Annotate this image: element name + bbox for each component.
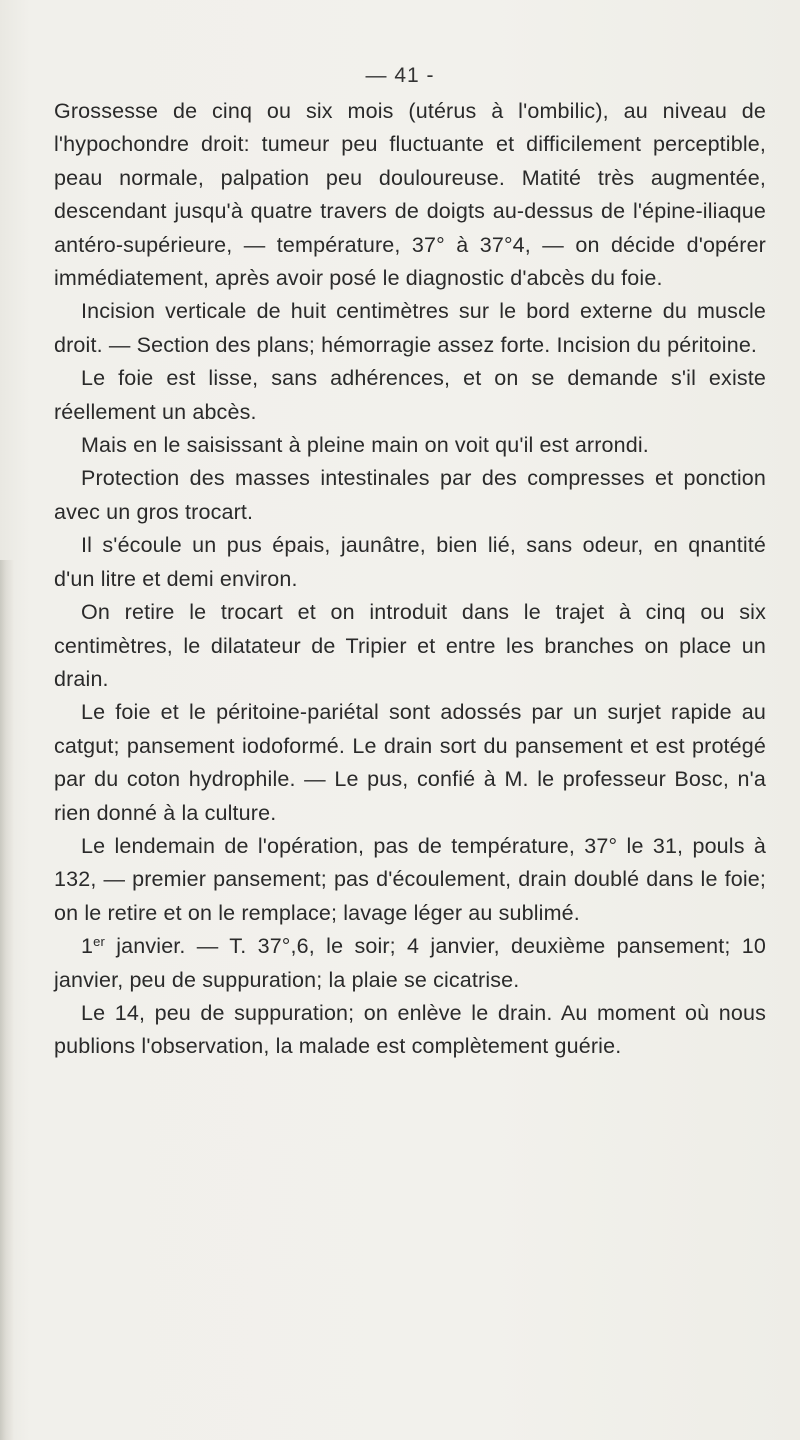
ordinal-suffix: er [93, 934, 105, 950]
page-number: — 41 - [365, 64, 435, 87]
paragraph-10-text: janvier. — T. 37°,6, le soir; 4 janvier, deuxième pansement; 10 janvier, peu de suppuration; la plaie se cicatrise. [54, 934, 766, 992]
paragraph-4: Mais en le saisissant à pleine main on voit qu'il est arrondi. [81, 433, 649, 458]
paragraph-1: Grossesse de cinq ou six mois (utérus à l'ombilic), au niveau de l'hypochondre droit: tumeur peu fluctuante et difficilement perceptible, peau normale, palpation peu douloureuse. Matité très augmentée, descendant jusqu'à quatre travers de doigts au-dessus de l'épine-iliaque antéro-supérieure, — température, 37° à 37°4, — on décide d'opérer immédiatement, après avoir posé le diagnostic d'abcès du foie. [54, 99, 766, 291]
paragraph-9: Le lendemain de l'opération, pas de température, 37° le 31, pouls à 132, — premier pansement; pas d'écoulement, drain doublé dans le foie; on le retire et on le remplace; lavage léger au sublimé. [54, 833, 766, 925]
paragraph-8: Le foie et le péritoine-pariétal sont adossés par un surjet rapide au catgut; pansement iodoformé. Le drain sort du pansement et est protégé par du coton hydrophile. — Le pus, confié à M. le professeur Bosc, n'a rien donné à la culture. [54, 700, 766, 825]
paragraph-7: On retire le trocart et on introduit dans le trajet à cinq ou six centimètres, le dilatateur de Tripier et entre les branches on place un drain. [54, 600, 766, 691]
paragraph-5: Protection des masses intestinales par des compresses et ponction avec un gros trocart. [54, 466, 766, 524]
paragraph-2: Incision verticale de huit centimètres sur le bord externe du muscle droit. — Section des plans; hémorragie assez forte. Incision du péritoine. [54, 299, 766, 357]
paragraph-10 [54, 930, 766, 997]
page-edge-shadow [0, 560, 14, 1440]
paragraph-3: Le foie est lisse, sans adhérences, et on se demande s'il existe réellement un abcès. [54, 366, 766, 424]
date-ordinal: 1 [81, 934, 94, 959]
paragraph-11: Le 14, peu de suppuration; on enlève le drain. Au moment où nous publions l'observation, la malade est complètement guérie. [54, 1000, 766, 1059]
body-text [54, 95, 766, 1064]
paragraph-6: Il s'écoule un pus épais, jaunâtre, bien lié, sans odeur, en qnantité d'un litre et demi environ. [54, 533, 766, 591]
